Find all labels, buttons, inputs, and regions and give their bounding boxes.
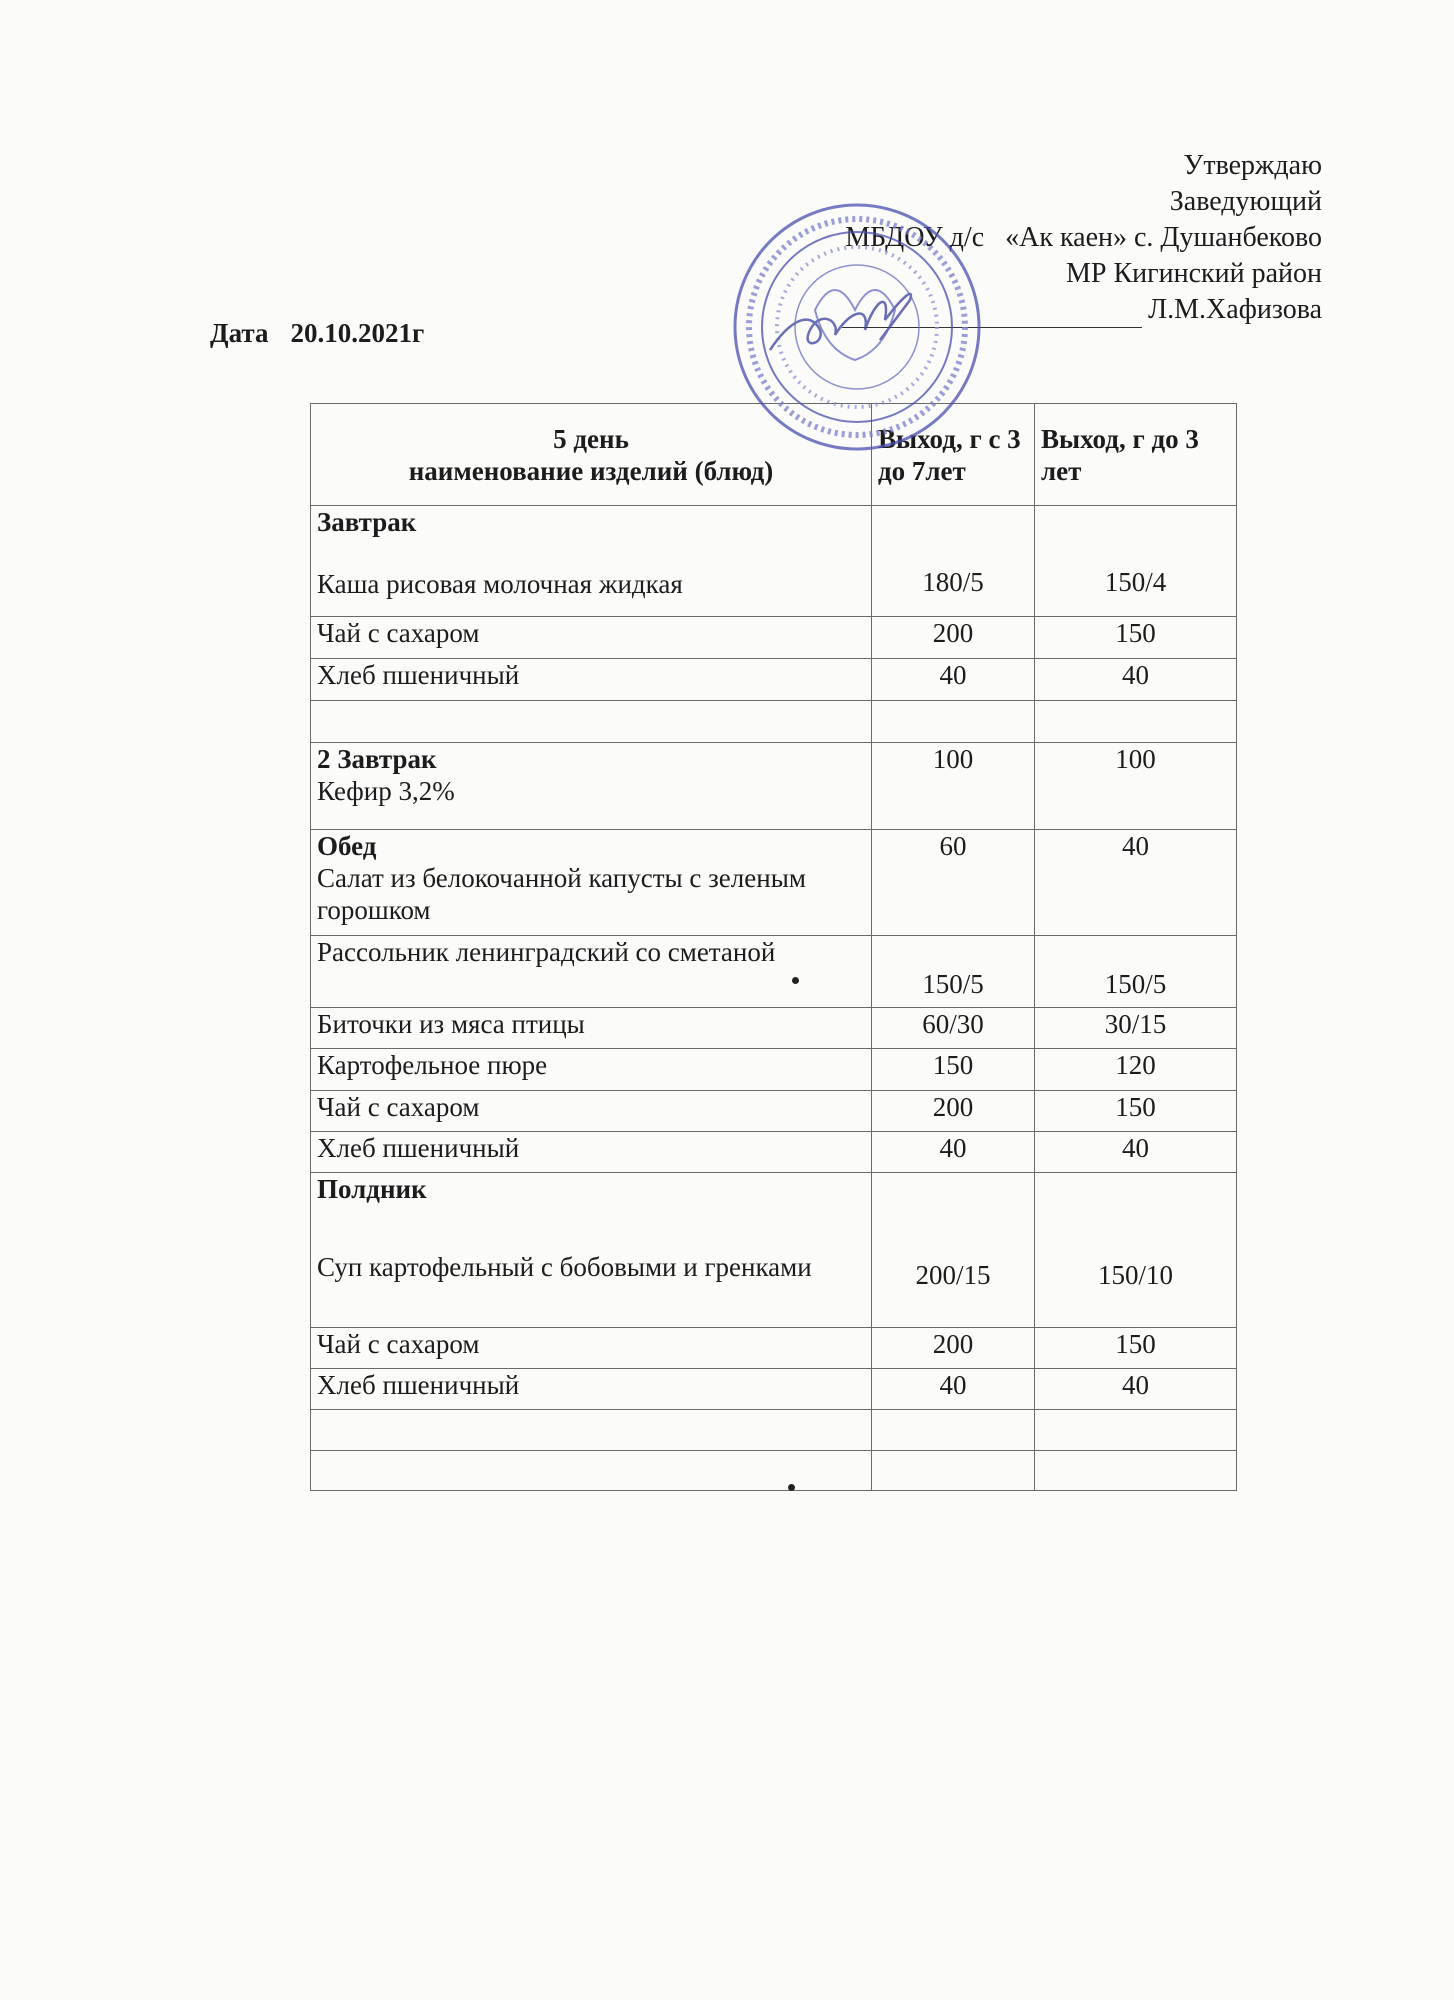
dish-name: Чай с сахаром [317,1092,480,1122]
table-row [311,506,1237,617]
table-row [311,1091,1237,1132]
table-row [311,701,1237,743]
meal-section: 2 Завтрак [317,744,437,774]
yield-under-3 [1035,1410,1237,1451]
yield-under-3: 40 [1035,659,1237,701]
table-row [311,1049,1237,1091]
menu-table [310,403,1237,1491]
yield-under-3: 150/4 [1035,506,1237,617]
date-value: 20.10.2021г [290,318,425,348]
yield-under-3: 150 [1035,617,1237,659]
yield-under-3: 150 [1035,1091,1237,1132]
yield-under-3: 150/5 [1035,936,1237,1008]
approval-organization: МБДОУ д/с «Ак каен» с. Душанбеково [845,222,1322,253]
yield-under-3: 100 [1035,743,1237,830]
yield-3-7 [872,701,1035,743]
table-row [311,1451,1237,1491]
dish-name: Чай с сахаром [317,618,480,648]
dish-name: Хлеб пшеничный [317,1370,520,1400]
dish-name: Чай с сахаром [317,1329,480,1359]
meal-section: Обед [317,831,377,861]
meal-section: Полдник [317,1174,427,1204]
dish-name: Хлеб пшеничный [317,1133,520,1163]
table-row [311,1173,1237,1328]
table-row [311,617,1237,659]
yield-3-7: 60/30 [872,1008,1035,1049]
header-name: наименование изделий (блюд) [408,455,774,486]
date-line [210,318,446,349]
yield-3-7: 100 [872,743,1035,830]
table-header [311,404,1237,506]
table-row [311,1132,1237,1173]
yield-under-3: 30/15 [1035,1008,1237,1049]
approval-district: МР Кигинский район [1066,258,1322,289]
yield-3-7: 60 [872,830,1035,936]
yield-3-7: 40 [872,1369,1035,1410]
dish-name: Рассольник ленинградский со сметаной [317,937,776,967]
approval-title: Утверждаю [1183,150,1322,181]
yield-3-7: 150/5 [872,936,1035,1008]
dish-name: Салат из белокочанной капусты с зеленым горошком [317,863,806,925]
yield-3-7 [872,1410,1035,1451]
yield-3-7: 40 [872,659,1035,701]
table-row [311,1008,1237,1049]
yield-under-3: 40 [1035,830,1237,936]
yield-under-3 [1035,701,1237,743]
yield-under-3: 120 [1035,1049,1237,1091]
yield-under-3: 40 [1035,1369,1237,1410]
header-col3: Выход, г до 3 лет [1035,404,1237,506]
table-row [311,659,1237,701]
yield-3-7: 200 [872,617,1035,659]
yield-under-3: 150 [1035,1328,1237,1369]
table-row [311,1410,1237,1451]
approval-block [842,148,1322,328]
table-row [311,743,1237,830]
yield-3-7: 200/15 [872,1173,1035,1328]
dish-name: Каша рисовая молочная жидкая [317,569,683,599]
yield-3-7: 180/5 [872,506,1035,617]
date-label: Дата [210,318,269,348]
approval-position: Заведующий [1169,186,1322,217]
table-row [311,830,1237,936]
dish-name: Картофельное пюре [317,1050,548,1080]
yield-under-3: 40 [1035,1132,1237,1173]
yield-3-7: 40 [872,1132,1035,1173]
dish-name: Хлеб пшеничный [317,660,520,690]
yield-under-3: 150/10 [1035,1173,1237,1328]
table-row [311,936,1237,1008]
yield-3-7: 200 [872,1328,1035,1369]
signature-line [842,301,1142,328]
speck [788,1484,795,1491]
header-day: 5 день [553,423,629,454]
yield-3-7: 150 [872,1049,1035,1091]
header-col2: Выход, г с 3 до 7лет [872,404,1035,506]
yield-3-7 [872,1451,1035,1491]
dish-name: Суп картофельный с бобовыми и гренками [317,1252,812,1282]
table-row [311,1369,1237,1410]
meal-section: Завтрак [317,507,417,537]
yield-3-7: 200 [872,1091,1035,1132]
table-row [311,1328,1237,1369]
approval-signer: Л.М.Хафизова [1148,294,1322,325]
speck [792,977,799,984]
yield-under-3 [1035,1451,1237,1491]
dish-name: Биточки из мяса птицы [317,1009,585,1039]
dish-name: Кефир 3,2% [317,776,455,806]
